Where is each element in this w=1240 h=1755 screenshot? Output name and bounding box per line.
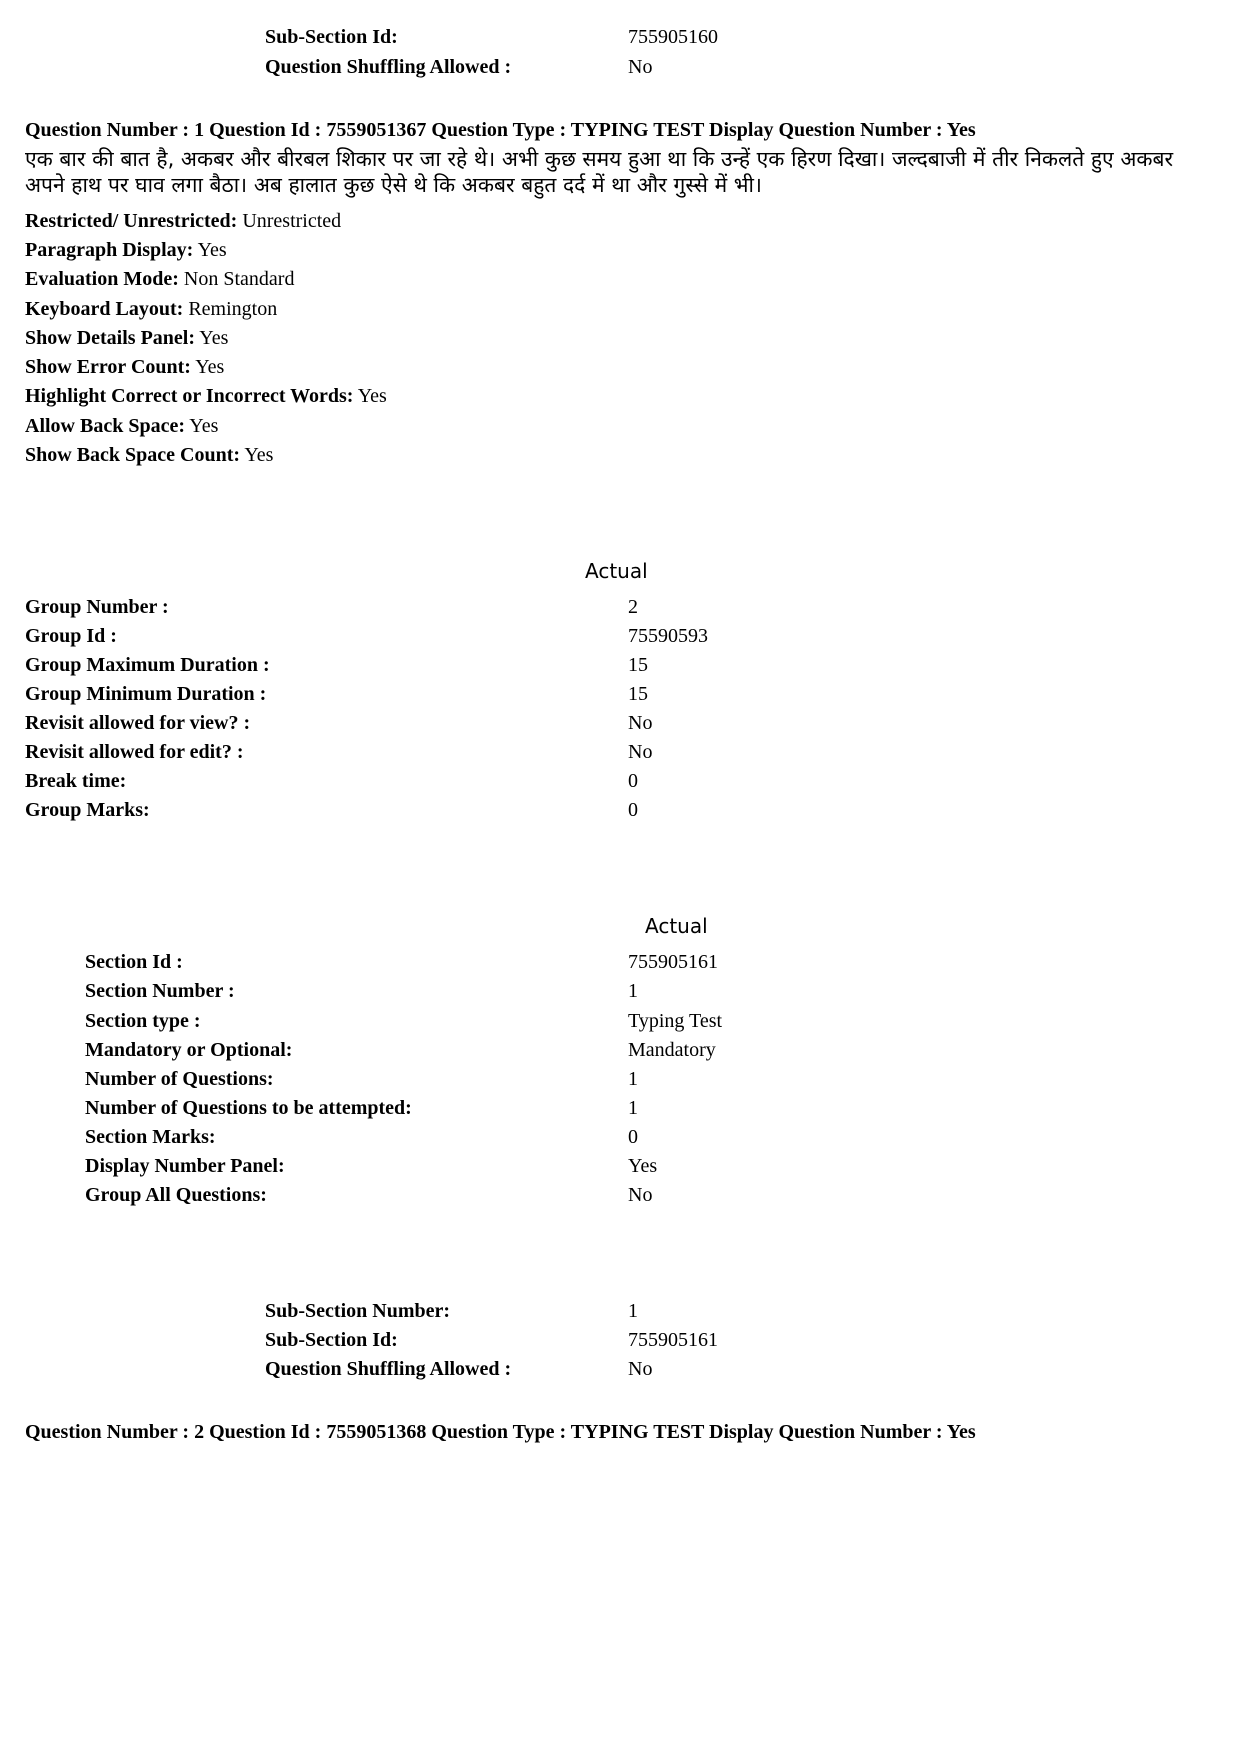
section-number-label: Section Number : xyxy=(85,980,235,1002)
attr-restricted: Restricted/ Unrestricted: Unrestricted xyxy=(25,210,342,232)
subsection-shuffling-value: No xyxy=(628,1358,653,1380)
group-marks-label: Group Marks: xyxy=(25,799,150,821)
display-number-panel-label: Display Number Panel: xyxy=(85,1155,285,1177)
num-questions-value: 1 xyxy=(628,1068,638,1090)
section-number-value: 1 xyxy=(628,980,638,1002)
group-all-questions-value: No xyxy=(628,1184,653,1206)
group-marks-value: 0 xyxy=(628,799,638,821)
num-attempt-value: 1 xyxy=(628,1097,638,1119)
section-marks-label: Section Marks: xyxy=(85,1126,216,1148)
top-shuffling-label: Question Shuffling Allowed : xyxy=(265,56,512,78)
top-subsection-id-value: 755905160 xyxy=(628,26,718,48)
attr-show-back-space-count: Show Back Space Count: Yes xyxy=(25,444,274,466)
group-heading: Actual xyxy=(585,559,648,583)
mandatory-label: Mandatory or Optional: xyxy=(85,1039,293,1061)
question1-header: Question Number : 1 Question Id : 7559051367 Question Type : TYPING TEST Display Question Number : Yes xyxy=(25,119,976,141)
section-type-label: Section type : xyxy=(85,1010,201,1032)
break-time-value: 0 xyxy=(628,770,638,792)
subsection-id-value: 755905161 xyxy=(628,1329,718,1351)
revisit-edit-value: No xyxy=(628,741,653,763)
group-min-duration-value: 15 xyxy=(628,683,648,705)
section-heading: Actual xyxy=(645,914,708,938)
subsection-shuffling-label: Question Shuffling Allowed : xyxy=(265,1358,512,1380)
subsection-number-value: 1 xyxy=(628,1300,638,1322)
group-max-duration-value: 15 xyxy=(628,654,648,676)
question1-text: एक बार की बात है, अकबर और बीरबल शिकार पर जा रहे थे। अभी कुछ समय हुआ था कि उन्हें एक हिरण दिखा। जल्दबाजी में तीर निकलते हुए अकबर अपने हाथ पर घाव लगा बैठा। अब हालात कुछ ऐसे थे कि अकबर बहुत दर्द में था और गुस्से में भी। xyxy=(25,147,1174,197)
break-time-label: Break time: xyxy=(25,770,127,792)
attr-highlight-words: Highlight Correct or Incorrect Words: Yes xyxy=(25,385,387,407)
attr-evaluation-mode: Evaluation Mode: Non Standard xyxy=(25,268,295,290)
group-id-label: Group Id : xyxy=(25,625,117,647)
question2-header: Question Number : 2 Question Id : 7559051368 Question Type : TYPING TEST Display Question Number : Yes xyxy=(25,1421,976,1443)
top-shuffling-value: No xyxy=(628,56,653,78)
section-marks-value: 0 xyxy=(628,1126,638,1148)
group-all-questions-label: Group All Questions: xyxy=(85,1184,267,1206)
top-subsection-id-label: Sub-Section Id: xyxy=(265,26,398,48)
attr-allow-back-space: Allow Back Space: Yes xyxy=(25,415,219,437)
section-id-label: Section Id : xyxy=(85,951,183,973)
group-id-value: 75590593 xyxy=(628,625,708,647)
group-number-label: Group Number : xyxy=(25,596,169,618)
num-questions-label: Number of Questions: xyxy=(85,1068,274,1090)
revisit-edit-label: Revisit allowed for edit? : xyxy=(25,741,244,763)
mandatory-value: Mandatory xyxy=(628,1039,716,1061)
subsection-id-label: Sub-Section Id: xyxy=(265,1329,398,1351)
subsection-number-label: Sub-Section Number: xyxy=(265,1300,451,1322)
attr-paragraph-display: Paragraph Display: Yes xyxy=(25,239,227,261)
group-number-value: 2 xyxy=(628,596,638,618)
num-attempt-label: Number of Questions to be attempted: xyxy=(85,1097,412,1119)
section-type-value: Typing Test xyxy=(628,1010,723,1032)
display-number-panel-value: Yes xyxy=(628,1155,658,1177)
revisit-view-value: No xyxy=(628,712,653,734)
group-max-duration-label: Group Maximum Duration : xyxy=(25,654,270,676)
revisit-view-label: Revisit allowed for view? : xyxy=(25,712,251,734)
group-min-duration-label: Group Minimum Duration : xyxy=(25,683,267,705)
attr-keyboard-layout: Keyboard Layout: Remington xyxy=(25,298,278,320)
attr-show-details-panel: Show Details Panel: Yes xyxy=(25,327,229,349)
section-id-value: 755905161 xyxy=(628,951,718,973)
attr-show-error-count: Show Error Count: Yes xyxy=(25,356,225,378)
